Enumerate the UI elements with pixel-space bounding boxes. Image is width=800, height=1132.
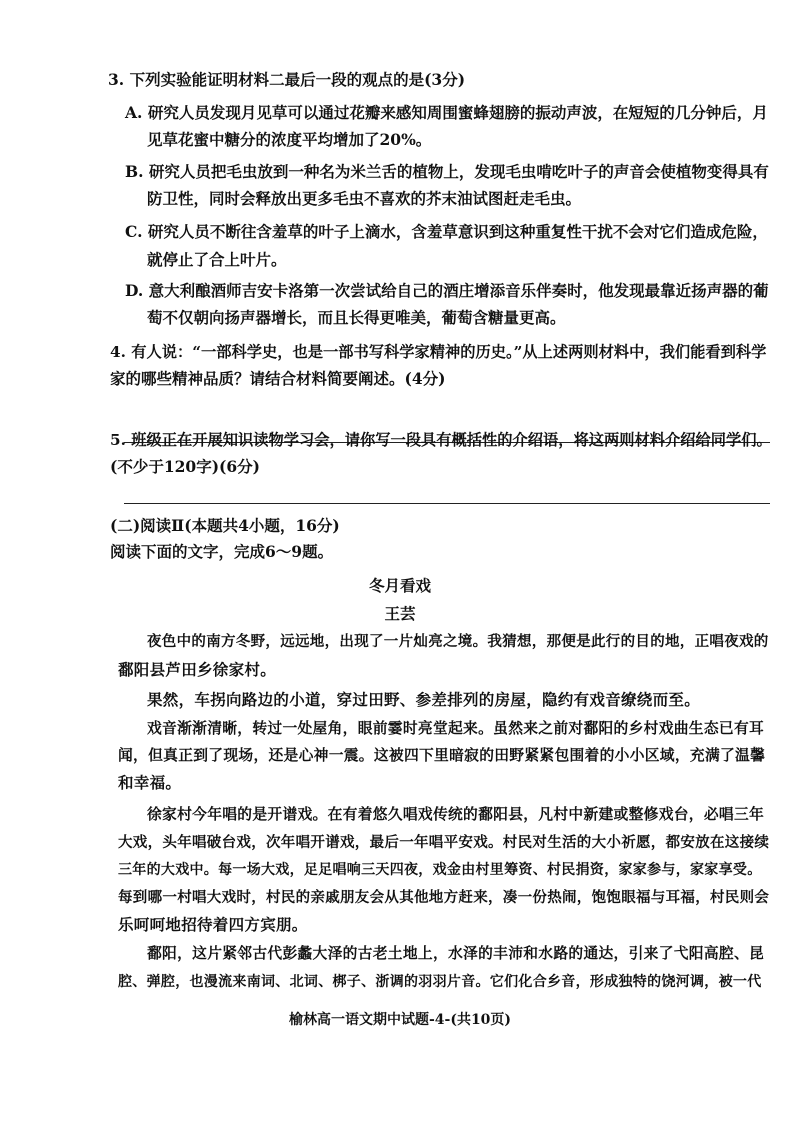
question-5-line2: (不少于120字)(6分) [110, 457, 260, 476]
passage-author: 王芸 [384, 604, 416, 623]
passage-p4-line4: 每到哪一村唱大戏时，村民的亲戚朋友会从其他地方赶来，凑一份热闹，饱饱眼福与耳福，村民则会 [118, 889, 770, 906]
passage-p5-line2: 腔、弹腔，也漫流来南词、北词、梆子、浙调的羽羽片音。它们化合乡音，形成独特的饶河调，被一代 [118, 974, 762, 990]
passage-p4-line1: 徐家村今年唱的是开谱戏。在有着悠久唱戏传统的鄱阳县，凡村中新建或整修戏台，必唱三年 [147, 806, 765, 823]
answer-line-q5 [124, 503, 770, 504]
passage-p4-line3: 三年的大戏中。每一场大戏，足足唱响三天四夜，戏金由村里筹资、村民捐资，家家参与，家家享受。 [118, 862, 762, 878]
option-c-line2: 就停止了合上叶片。 [147, 250, 287, 269]
passage-p4-line2: 大戏，头年唱破台戏，次年唱开谱戏，最后一年唱平安戏。村民对生活的大小祈愿，都安放在这接续 [118, 834, 770, 851]
passage-p4-line5: 乐呵呵地招待着四方宾朋。 [118, 915, 308, 934]
option-d-line1: D. 意大利酿酒师吉安卡洛第一次尝试给自己的酒庄增添音乐伴奏时，他发现最靠近扬声器的葡 [125, 281, 769, 300]
option-c-line1: C. 研究人员不断往含羞草的叶子上滴水，含羞草意识到这种重复性干扰不会对它们造成危险， [125, 222, 768, 241]
passage-p1-line2: 鄱阳县芦田乡徐家村。 [118, 660, 277, 679]
passage-p5-line1: 鄱阳，这片紧邻古代彭蠡大泽的古老土地上，水泽的丰沛和水路的通达，引来了弋阳高腔、昆 [147, 945, 765, 962]
section-instruction: 阅读下面的文字，完成6～9题。 [110, 542, 334, 561]
page-footer: 榆林高一语文期中试题-4-(共10页) [288, 1012, 512, 1028]
passage-p3-line1: 戏音渐渐清晰，转过一处屋角，眼前霎时亮堂起来。虽然来之前对鄱阳的乡村戏曲生态已有耳 [147, 720, 765, 737]
question-3-stem: 3. 下列实验能证明材料二最后一段的观点的是(3分) [108, 70, 466, 89]
passage-p2-line1: 果然，车拐向路边的小道，穿过田野、参差排列的房屋，隐约有戏音缭绕而至。 [147, 690, 701, 709]
option-b-line2: 防卫性，同时会释放出更多毛虫不喜欢的芥末油试图赶走毛虫。 [147, 189, 582, 208]
passage-p3-line3: 和幸福。 [118, 773, 182, 792]
option-a-line2: 见草花蜜中糖分的浓度平均增加了20%。 [147, 130, 432, 149]
question-4-line1: 4. 有人说：“一部科学史，也是一部书写科学家精神的历史。”从上述两则材料中，我们能看到科学 [110, 343, 767, 361]
question-5-line1: 5. 班级正在开展知识读物学习会，请你写一段具有概括性的介绍语，将这两则材料介绍给同学们。 [110, 431, 772, 449]
option-d-line2: 萄不仅朝向扬声器增长，而且长得更唯美，葡萄含糖量更高。 [147, 308, 566, 327]
passage-title: 冬月看戏 [368, 576, 431, 595]
question-4-line2: 家的哪些精神品质？请结合材料简要阐述。(4分) [110, 369, 446, 388]
passage-p3-line2: 闻，但真正到了现场，还是心神一震。这被四下里暗寂的田野紧紧包围着的小小区域，充满了温馨 [118, 747, 766, 764]
passage-p1-line1: 夜色中的南方冬野，远远地，出现了一片灿亮之境。我猜想，那便是此行的目的地，正唱夜戏的 [147, 633, 769, 650]
option-b-line1: B. 研究人员把毛虫放到一种名为米兰舌的植物上，发现毛虫啃吃叶子的声音会使植物变得具有 [125, 162, 769, 181]
option-a-line1: A. 研究人员发现月见草可以通过花瓣来感知周围蜜蜂翅膀的振动声波，在短短的几分钟后，月 [125, 103, 768, 122]
section-heading: (二)阅读Ⅱ(本题共4小题，16分) [110, 516, 340, 535]
